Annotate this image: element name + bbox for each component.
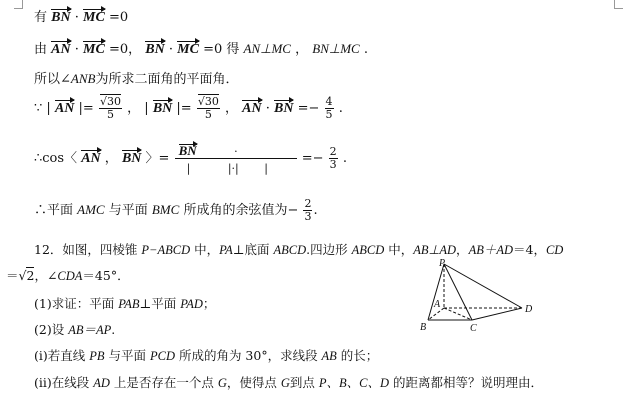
text: (1)求证：平面 <box>34 296 119 311</box>
text: 与平面 <box>104 348 150 363</box>
text: . <box>363 42 368 57</box>
pyramid-figure <box>410 258 540 334</box>
solution-line-2 <box>34 38 368 58</box>
text: 中， <box>384 242 414 257</box>
math: G <box>217 376 227 390</box>
abs-bar: |= <box>176 101 192 116</box>
abs-bar: | <box>186 162 191 175</box>
text: 上是否存在一个点 <box>109 375 218 390</box>
vector-an: AN <box>242 98 261 117</box>
fraction <box>329 146 338 171</box>
text: =0， <box>108 42 142 57</box>
solution-line-6 <box>34 198 318 223</box>
solution-line-3 <box>34 68 238 87</box>
angle-name: ANB <box>70 71 96 86</box>
text: 与平面 <box>104 203 152 218</box>
solution-line-4 <box>34 96 343 121</box>
edge-pb <box>428 264 444 320</box>
vector-bn: BN <box>145 39 164 58</box>
math: PCD <box>149 349 175 363</box>
text: 所成角的余弦值为− <box>179 203 299 218</box>
math: PB <box>89 349 105 363</box>
denominator: 5 <box>204 108 212 121</box>
math: P、B、C、D <box>318 376 390 390</box>
text: ， <box>295 42 309 57</box>
math: AB＋AD <box>468 243 513 257</box>
denominator: 5 <box>106 108 114 121</box>
vector-an: AN <box>81 148 100 167</box>
text: (ⅰ)若直线 <box>34 348 90 363</box>
edge-cd <box>472 308 522 320</box>
text: 所成的角为 30°，求线段 <box>174 348 322 363</box>
vector-bn: BN <box>122 148 141 167</box>
math: ABCD <box>351 243 385 257</box>
text: . <box>111 322 116 337</box>
text: =0 <box>108 10 129 25</box>
plane-name: BMC <box>151 202 180 217</box>
problem-12-line-1 <box>34 240 563 258</box>
text: ∴平面 <box>34 203 78 218</box>
text: . <box>338 101 343 116</box>
text: 〉= <box>145 151 170 166</box>
numerator: 4 <box>325 95 333 108</box>
math: CD <box>545 243 564 257</box>
abs-bar: | <box>46 101 51 116</box>
text: 由 <box>34 42 48 57</box>
fraction <box>303 198 312 223</box>
text: ＝45°． <box>82 268 130 283</box>
math: CDA <box>57 269 83 283</box>
text: ， <box>224 101 238 116</box>
fraction <box>197 96 220 121</box>
big-fraction <box>175 142 297 175</box>
math: P−ABCD <box>141 243 191 257</box>
vector-mc: MC <box>177 39 199 58</box>
vector-an: AN <box>55 98 74 117</box>
label-c: C <box>470 323 477 334</box>
plane-name: AMC <box>77 202 105 217</box>
text: 的距离都相等？说明理由． <box>389 375 544 390</box>
problem-12-line-2: ＝√2，∠CDA＝45°． <box>6 268 130 283</box>
text: =0 得 <box>203 42 244 57</box>
numerator: 2 <box>304 197 312 210</box>
label-a: A <box>434 299 441 310</box>
numerator: √30 <box>99 95 121 108</box>
fraction <box>325 96 334 121</box>
page-corner-mark-right <box>614 0 623 9</box>
problem-12-part-2 <box>34 320 115 338</box>
text: =− <box>297 101 320 116</box>
text: 为所求二面角的平面角． <box>95 72 239 87</box>
dot-operator: · <box>168 42 174 57</box>
problem-12-part-1 <box>34 294 215 312</box>
vector-mc: MC <box>83 7 105 26</box>
abs-bar: |·| <box>227 162 239 175</box>
text: ，∠ <box>34 268 58 283</box>
dot-operator: · <box>74 10 79 25</box>
numerator: 2 <box>329 145 337 158</box>
math: AB＝AP <box>68 323 112 337</box>
edge-ac <box>444 308 472 320</box>
text: 有 <box>34 10 48 25</box>
solution-line-5 <box>34 142 347 175</box>
dot-operator: · <box>74 42 79 57</box>
text: ∴cos〈 <box>34 151 78 166</box>
numerator <box>175 142 297 159</box>
label-p: P <box>439 258 446 269</box>
denominator: 5 <box>325 108 333 121</box>
vector-an: AN <box>51 39 70 58</box>
text: (ⅱ)在线段 <box>34 375 94 390</box>
label-b: B <box>420 322 427 333</box>
text: ＝4， <box>513 242 546 257</box>
because-symbol: ∵ <box>34 101 43 116</box>
math: AB⊥AD <box>413 243 457 257</box>
text: ⊥底面 <box>232 242 274 257</box>
problem-12-part-2i <box>34 346 378 364</box>
text: 12．如图，四棱锥 <box>34 242 142 257</box>
text: ； <box>202 296 216 311</box>
problem-12-part-2ii <box>34 373 543 391</box>
text: (2)设 <box>34 322 69 337</box>
text: ＝ <box>6 268 19 283</box>
edge-pd <box>444 264 522 308</box>
sqrt-value: 2 <box>26 268 35 283</box>
vector-bn: BN <box>51 7 70 26</box>
numerator: √30 <box>197 95 219 108</box>
vector-bn: BN <box>153 98 172 117</box>
text: ，使得点 <box>226 375 281 390</box>
math: PAB <box>118 297 140 311</box>
relation: BN⊥MC <box>312 41 360 56</box>
text: =− <box>301 151 324 166</box>
math: AB <box>321 349 337 363</box>
text: . <box>313 203 318 218</box>
text: .四边形 <box>306 242 352 257</box>
relation: AN⊥MC <box>243 41 291 56</box>
text: ⊥平面 <box>139 296 181 311</box>
text: ， <box>104 151 118 166</box>
page-corner-mark-left <box>14 0 23 9</box>
text: . <box>342 151 347 166</box>
math: ABCD <box>273 243 307 257</box>
vector-bn: BN <box>178 143 197 158</box>
text: 所以∠ <box>34 72 71 87</box>
vector-mc: MC <box>83 39 105 58</box>
text: ， <box>127 101 141 116</box>
dot-operator: · <box>265 101 270 116</box>
math: G <box>280 376 290 390</box>
text: 中， <box>190 242 220 257</box>
solution-line-1 <box>34 6 128 26</box>
math: AD <box>93 376 110 390</box>
label-d: D <box>525 304 533 315</box>
math: PA <box>219 243 233 257</box>
fraction <box>99 96 122 121</box>
dot-operator: · <box>234 145 238 158</box>
abs-bar: |= <box>78 101 94 116</box>
abs-bar: | <box>144 101 149 116</box>
denominator <box>175 159 297 175</box>
denominator: 3 <box>329 158 337 171</box>
text: 的长； <box>336 348 379 363</box>
text: ， <box>456 242 469 257</box>
vector-bn: BN <box>274 98 293 117</box>
abs-bar: | <box>264 162 268 175</box>
math: PAD <box>180 297 203 311</box>
text: 到点 <box>289 375 319 390</box>
denominator: 3 <box>304 210 312 223</box>
